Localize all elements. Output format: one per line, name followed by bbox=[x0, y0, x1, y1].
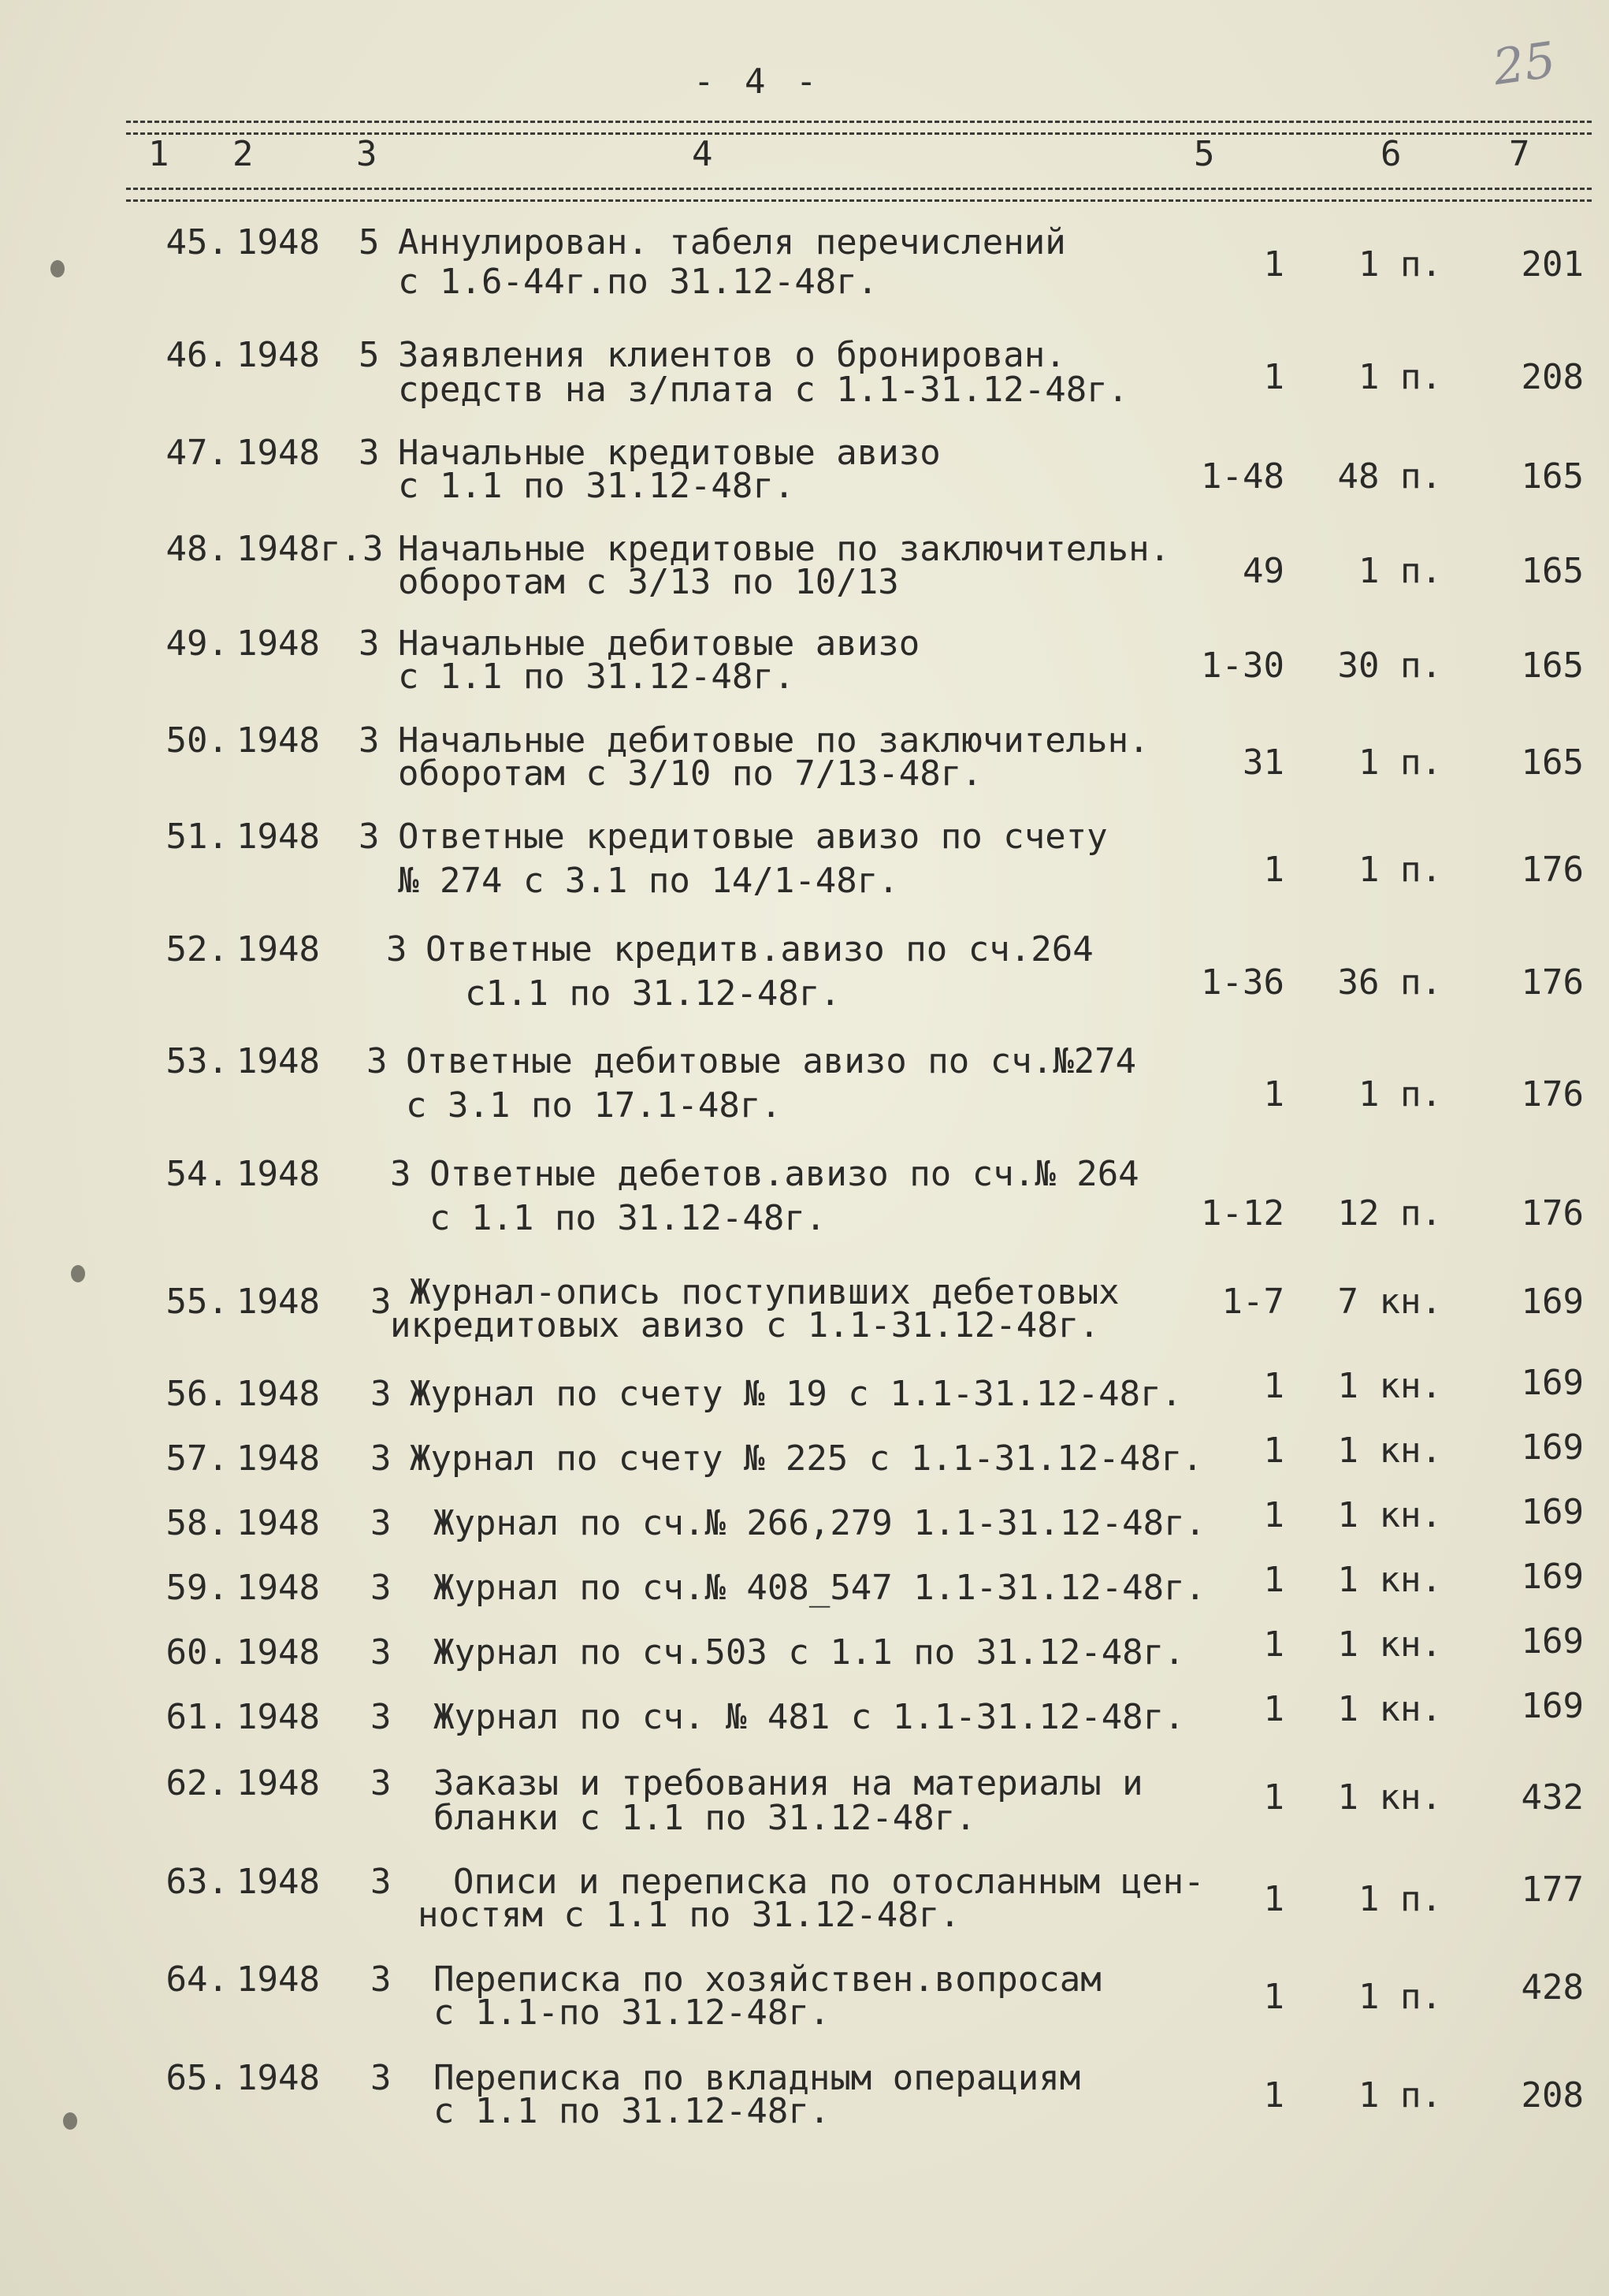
row-sheets: 1 bbox=[1263, 244, 1284, 285]
row-description-cont: с 1.1 по 31.12-48г. bbox=[398, 466, 795, 506]
row-number: 65. bbox=[165, 2058, 229, 2098]
row-code: 3 bbox=[370, 1438, 392, 1479]
row-sheets: 1 bbox=[1263, 1879, 1284, 1919]
row-number: 50. bbox=[165, 720, 229, 761]
row-count: 30 п. bbox=[1337, 646, 1442, 686]
row-reference: 201 bbox=[1521, 244, 1584, 285]
row-year: 1948 bbox=[236, 222, 320, 262]
row-count: 1 кн. bbox=[1337, 1689, 1442, 1729]
row-year: 1948 bbox=[236, 929, 320, 969]
row-count: 1 п. bbox=[1358, 1879, 1442, 1919]
row-number: 62. bbox=[165, 1763, 229, 1803]
row-description: Журнал по счету № 225 с 1.1-31.12-48г. bbox=[410, 1438, 1203, 1479]
column-header-2: 2 bbox=[232, 134, 254, 174]
row-code: 3 bbox=[370, 1959, 392, 2000]
row-sheets: 1-30 bbox=[1201, 646, 1284, 686]
row-year: 1948 bbox=[236, 1697, 320, 1737]
row-sheets: 1-12 bbox=[1201, 1193, 1284, 1234]
row-count: 1 п. bbox=[1358, 2075, 1442, 2116]
row-code: 3 bbox=[370, 1632, 392, 1673]
binding-hole-mark bbox=[63, 2112, 77, 2130]
row-year: 1948 bbox=[236, 1503, 320, 1543]
row-count: 1 п. bbox=[1358, 244, 1442, 285]
row-reference: 169 bbox=[1521, 1621, 1584, 1662]
row-code: 3 bbox=[359, 623, 380, 664]
row-description-cont: ностям с 1.1 по 31.12-48г. bbox=[418, 1895, 961, 1935]
row-number: 59. bbox=[165, 1568, 229, 1608]
row-sheets: 1 bbox=[1263, 1074, 1284, 1115]
row-description-cont: оборотам с 3/10 по 7/13-48г. bbox=[398, 754, 983, 794]
row-count: 12 п. bbox=[1337, 1193, 1442, 1234]
row-code: 3 bbox=[390, 1154, 411, 1194]
row-reference: 176 bbox=[1521, 850, 1584, 890]
column-header-3: 3 bbox=[356, 134, 377, 174]
row-code: 5 bbox=[359, 222, 380, 262]
row-description-cont: с 1.1 по 31.12-48г. bbox=[398, 657, 795, 697]
row-number: 51. bbox=[165, 817, 229, 857]
row-number: 52. bbox=[165, 929, 229, 969]
row-reference: 176 bbox=[1521, 962, 1584, 1003]
row-description: Ответные кредитв.авизо по сч.264 bbox=[425, 929, 1094, 969]
row-count: 1 п. bbox=[1358, 1074, 1442, 1115]
row-sheets: 1 bbox=[1263, 357, 1284, 397]
row-count: 1 кн. bbox=[1337, 1624, 1442, 1665]
row-number: 54. bbox=[165, 1154, 229, 1194]
row-number: 63. bbox=[165, 1862, 229, 1902]
row-number: 53. bbox=[165, 1041, 229, 1081]
row-description: Начальные кредитовые по заключительн. bbox=[398, 529, 1171, 569]
row-year: 1948 bbox=[236, 1959, 320, 2000]
row-sheets: 1 bbox=[1263, 1689, 1284, 1729]
row-code: 3 bbox=[359, 720, 380, 761]
row-description-cont: с 1.1 по 31.12-48г. bbox=[429, 1198, 827, 1238]
row-reference: 165 bbox=[1521, 646, 1584, 686]
row-code: 3 bbox=[370, 2058, 392, 2098]
row-code: 3 bbox=[370, 1697, 392, 1737]
row-reference: 176 bbox=[1521, 1193, 1584, 1234]
row-count: 1 кн. bbox=[1337, 1560, 1442, 1600]
row-description-cont: с1.1 по 31.12-48г. bbox=[465, 973, 841, 1014]
row-number: 64. bbox=[165, 1959, 229, 2000]
row-description: Начальные дебитовые по заключительн. bbox=[398, 720, 1150, 761]
row-code: 3 bbox=[362, 529, 384, 569]
row-sheets: 1 bbox=[1263, 1495, 1284, 1535]
row-year: 1948 bbox=[236, 1374, 320, 1414]
row-description: Ответные дебетов.авизо по сч.№ 264 bbox=[429, 1154, 1139, 1194]
row-description-cont: с 1.1-по 31.12-48г. bbox=[433, 1993, 831, 2033]
row-code: 3 bbox=[370, 1503, 392, 1543]
row-code: 3 bbox=[370, 1568, 392, 1608]
row-code: 3 bbox=[370, 1763, 392, 1803]
row-description-cont: бланки с 1.1 по 31.12-48г. bbox=[433, 1798, 976, 1838]
row-year: 1948 bbox=[236, 433, 320, 473]
row-sheets: 1-7 bbox=[1221, 1282, 1284, 1322]
row-sheets: 1-48 bbox=[1201, 456, 1284, 497]
row-year: 1948 bbox=[236, 1763, 320, 1803]
row-code: 3 bbox=[359, 433, 380, 473]
row-description-cont: с 1.1 по 31.12-48г. bbox=[433, 2091, 831, 2131]
row-year: 1948 bbox=[236, 1862, 320, 1902]
row-number: 58. bbox=[165, 1503, 229, 1543]
row-reference: 428 bbox=[1521, 1967, 1584, 2008]
row-year: 1948 bbox=[236, 1282, 320, 1322]
row-reference: 432 bbox=[1521, 1777, 1584, 1818]
row-sheets: 1 bbox=[1263, 850, 1284, 890]
row-year: 1948 bbox=[236, 1632, 320, 1673]
header-rule-top bbox=[126, 121, 1592, 135]
row-description: Начальные дебитовые авизо bbox=[398, 623, 920, 664]
row-code: 3 bbox=[370, 1374, 392, 1414]
row-description-cont: с 3.1 по 17.1-48г. bbox=[406, 1085, 782, 1126]
row-code: 3 bbox=[366, 1041, 388, 1081]
row-sheets: 31 bbox=[1243, 742, 1284, 783]
row-reference: 169 bbox=[1521, 1282, 1584, 1322]
row-year: 1948 bbox=[236, 1154, 320, 1194]
row-number: 56. bbox=[165, 1374, 229, 1414]
row-count: 1 кн. bbox=[1337, 1777, 1442, 1818]
row-reference: 165 bbox=[1521, 456, 1584, 497]
row-number: 60. bbox=[165, 1632, 229, 1673]
row-description: Журнал по сч.503 с 1.1 по 31.12-48г. bbox=[433, 1632, 1185, 1673]
column-header-6: 6 bbox=[1380, 134, 1402, 174]
row-reference: 165 bbox=[1521, 742, 1584, 783]
page-number: - 4 - bbox=[693, 61, 822, 102]
row-reference: 177 bbox=[1521, 1870, 1584, 1910]
row-count: 1 п. bbox=[1358, 551, 1442, 591]
row-count: 1 кн. bbox=[1337, 1366, 1442, 1406]
row-number: 49. bbox=[165, 623, 229, 664]
row-number: 45. bbox=[165, 222, 229, 262]
row-description: Журнал по счету № 19 с 1.1-31.12-48г. bbox=[410, 1374, 1183, 1414]
row-reference: 169 bbox=[1521, 1686, 1584, 1726]
row-description-cont: оборотам с 3/13 по 10/13 bbox=[398, 562, 899, 602]
row-count: 48 п. bbox=[1337, 456, 1442, 497]
row-reference: 208 bbox=[1521, 357, 1584, 397]
row-description: Заявления клиентов о бронирован. bbox=[398, 335, 1066, 375]
binding-hole-mark bbox=[50, 260, 65, 277]
row-description: Переписка по хозяйствен.вопросам bbox=[433, 1959, 1102, 2000]
row-sheets: 1 bbox=[1263, 1366, 1284, 1406]
row-reference: 165 bbox=[1521, 551, 1584, 591]
row-description-cont: средств на з/плата с 1.1-31.12-48г. bbox=[398, 370, 1129, 410]
row-sheets: 1 bbox=[1263, 1777, 1284, 1818]
row-count: 36 п. bbox=[1337, 962, 1442, 1003]
column-headers bbox=[0, 134, 1609, 178]
row-year: 1948г. bbox=[236, 529, 362, 569]
row-reference: 169 bbox=[1521, 1492, 1584, 1532]
row-sheets: 1 bbox=[1263, 1624, 1284, 1665]
row-year: 1948 bbox=[236, 2058, 320, 2098]
row-year: 1948 bbox=[236, 623, 320, 664]
row-count: 7 кн. bbox=[1337, 1282, 1442, 1322]
row-description-cont: № 274 с 3.1 по 14/1-48г. bbox=[398, 861, 899, 901]
row-number: 47. bbox=[165, 433, 229, 473]
row-code: 3 bbox=[359, 817, 380, 857]
row-description: Ответные дебитовые авизо по сч.№274 bbox=[406, 1041, 1137, 1081]
column-header-4: 4 bbox=[692, 134, 713, 174]
row-description: Журнал по сч. № 481 с 1.1-31.12-48г. bbox=[433, 1697, 1185, 1737]
binding-hole-mark bbox=[71, 1265, 85, 1282]
row-sheets: 1 bbox=[1263, 1560, 1284, 1600]
row-year: 1948 bbox=[236, 1438, 320, 1479]
row-count: 1 кн. bbox=[1337, 1431, 1442, 1471]
header-rule-bottom bbox=[126, 188, 1592, 202]
row-code: 5 bbox=[359, 335, 380, 375]
row-number: 55. bbox=[165, 1282, 229, 1322]
row-description-cont: икредитовых авизо с 1.1-31.12-48г. bbox=[390, 1305, 1100, 1345]
row-sheets: 1 bbox=[1263, 1977, 1284, 2017]
row-reference: 208 bbox=[1521, 2075, 1584, 2116]
row-code: 3 bbox=[386, 929, 407, 969]
row-description: Заказы и требования на материалы и bbox=[433, 1763, 1143, 1803]
row-code: 3 bbox=[370, 1282, 392, 1322]
row-description: Журнал по сч.№ 266,279 1.1-31.12-48г. bbox=[433, 1503, 1206, 1543]
column-header-5: 5 bbox=[1194, 134, 1215, 174]
row-count: 1 п. bbox=[1358, 1977, 1442, 2017]
row-description: Переписка по вкладным операциям bbox=[433, 2058, 1081, 2098]
row-number: 46. bbox=[165, 335, 229, 375]
row-reference: 169 bbox=[1521, 1557, 1584, 1597]
row-count: 1 кн. bbox=[1337, 1495, 1442, 1535]
row-year: 1948 bbox=[236, 817, 320, 857]
row-reference: 176 bbox=[1521, 1074, 1584, 1115]
row-number: 48. bbox=[165, 529, 229, 569]
row-description: Журнал-опись поступивших дебетовых bbox=[410, 1272, 1120, 1312]
column-header-7: 7 bbox=[1509, 134, 1530, 174]
archive-sheet-number: 25 bbox=[1489, 30, 1559, 97]
row-count: 1 п. bbox=[1358, 850, 1442, 890]
row-description-cont: с 1.6-44г.по 31.12-48г. bbox=[398, 262, 879, 302]
row-reference: 169 bbox=[1521, 1427, 1584, 1468]
row-year: 1948 bbox=[236, 1041, 320, 1081]
row-year: 1948 bbox=[236, 335, 320, 375]
row-count: 1 п. bbox=[1358, 742, 1442, 783]
column-header-1: 1 bbox=[148, 134, 169, 174]
row-sheets: 49 bbox=[1243, 551, 1284, 591]
row-sheets: 1 bbox=[1263, 1431, 1284, 1471]
row-sheets: 1 bbox=[1263, 2075, 1284, 2116]
row-count: 1 п. bbox=[1358, 357, 1442, 397]
row-reference: 169 bbox=[1521, 1363, 1584, 1403]
row-description: Аннулирован. табеля перечислений bbox=[398, 222, 1066, 262]
row-sheets: 1-36 bbox=[1201, 962, 1284, 1003]
row-number: 57. bbox=[165, 1438, 229, 1479]
row-description: Журнал по сч.№ 408_547 1.1-31.12-48г. bbox=[433, 1568, 1206, 1608]
row-number: 61. bbox=[165, 1697, 229, 1737]
row-year: 1948 bbox=[236, 1568, 320, 1608]
row-code: 3 bbox=[370, 1862, 392, 1902]
row-description: Описи и переписка по отосланным цен- bbox=[453, 1862, 1205, 1902]
row-description: Ответные кредитовые авизо по счету bbox=[398, 817, 1108, 857]
row-year: 1948 bbox=[236, 720, 320, 761]
row-description: Начальные кредитовые авизо bbox=[398, 433, 941, 473]
